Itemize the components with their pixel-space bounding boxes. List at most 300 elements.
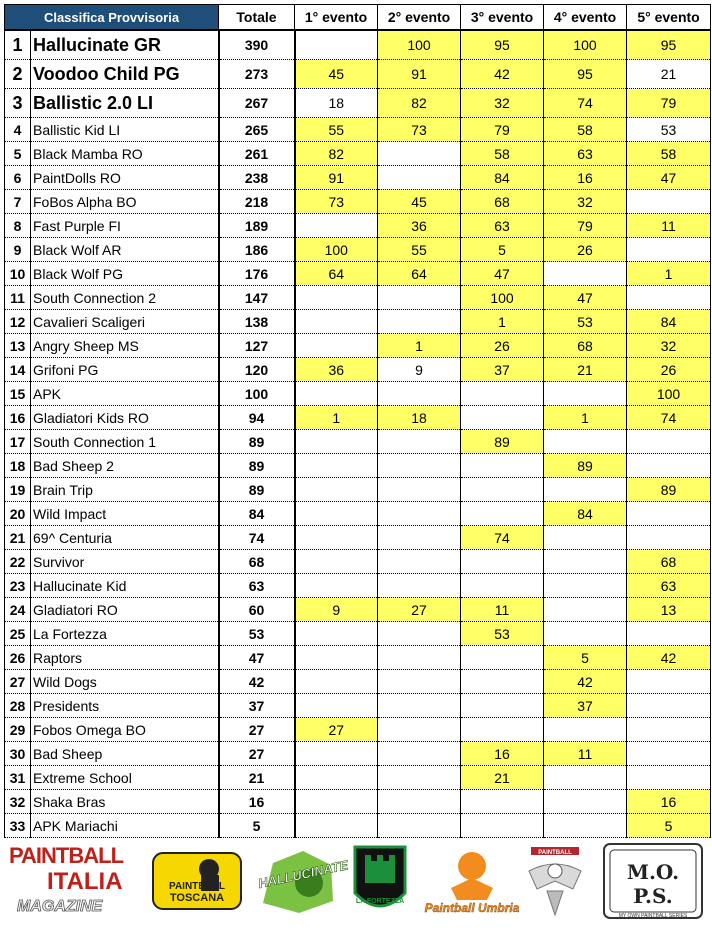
svg-text:PAINTBALL: PAINTBALL — [538, 850, 572, 856]
event-5-header: 5° evento — [627, 5, 711, 31]
event-3-score-cell — [461, 814, 544, 838]
table-row — [5, 190, 711, 214]
team-name-cell: FoBos Alpha BO — [31, 190, 219, 214]
event-4-score-cell — [544, 478, 627, 502]
rank-cell: 5 — [5, 142, 31, 166]
team-name-cell: Ballistic Kid LI — [31, 118, 219, 142]
total-cell: 265 — [219, 118, 295, 142]
event-1-score-cell — [295, 766, 378, 790]
event-3-score-cell: 74 — [461, 526, 544, 550]
svg-text:ITALIA: ITALIA — [47, 868, 123, 895]
total-cell: 47 — [219, 646, 295, 670]
table-row — [5, 646, 711, 670]
total-cell: 74 — [219, 526, 295, 550]
event-4-score-cell: 63 — [544, 142, 627, 166]
team-name-cell: Cavalieri Scaligeri — [31, 310, 219, 334]
event-4-score-cell — [544, 550, 627, 574]
rank-cell: 9 — [5, 238, 31, 262]
table-row — [5, 166, 711, 190]
event-4-score-cell — [544, 382, 627, 406]
event-1-score-cell — [295, 622, 378, 646]
total-cell: 138 — [219, 310, 295, 334]
event-5-score-cell: 26 — [627, 358, 711, 382]
rank-cell: 26 — [5, 646, 31, 670]
event-3-score-cell — [461, 718, 544, 742]
rank-cell: 30 — [5, 742, 31, 766]
table-row — [5, 214, 711, 238]
event-1-score-cell — [295, 790, 378, 814]
event-1-score-cell: 100 — [295, 238, 378, 262]
event-3-score-cell: 42 — [461, 60, 544, 89]
event-4-score-cell: 74 — [544, 89, 627, 118]
total-cell: 37 — [219, 694, 295, 718]
event-1-score-cell — [295, 814, 378, 838]
event-4-score-cell — [544, 526, 627, 550]
team-name-cell: Raptors — [31, 646, 219, 670]
team-name-cell: Extreme School — [31, 766, 219, 790]
rank-cell: 32 — [5, 790, 31, 814]
event-4-header: 4° evento — [544, 5, 627, 31]
event-3-score-cell: 26 — [461, 334, 544, 358]
rank-cell: 22 — [5, 550, 31, 574]
rank-cell: 28 — [5, 694, 31, 718]
total-cell: 238 — [219, 166, 295, 190]
event-1-score-cell: 64 — [295, 262, 378, 286]
event-3-score-cell — [461, 694, 544, 718]
team-name-cell: APK Mariachi — [31, 814, 219, 838]
rank-cell: 25 — [5, 622, 31, 646]
event-5-score-cell — [627, 622, 711, 646]
total-cell: 189 — [219, 214, 295, 238]
total-cell: 89 — [219, 430, 295, 454]
event-3-score-cell: 32 — [461, 89, 544, 118]
total-cell: 60 — [219, 598, 295, 622]
event-2-score-cell — [378, 286, 461, 310]
rank-cell: 24 — [5, 598, 31, 622]
svg-text:PAINTBALL: PAINTBALL — [9, 843, 124, 868]
rank-cell: 3 — [5, 89, 31, 118]
hallucinate-logo — [252, 840, 350, 922]
event-3-score-cell — [461, 646, 544, 670]
svg-text:M.O.: M.O. — [626, 860, 680, 884]
event-5-score-cell: 47 — [627, 166, 711, 190]
event-4-score-cell: 37 — [544, 694, 627, 718]
team-name-cell: Survivor — [31, 550, 219, 574]
table-row — [5, 622, 711, 646]
total-cell: 176 — [219, 262, 295, 286]
total-cell: 53 — [219, 622, 295, 646]
table-row — [5, 142, 711, 166]
event-4-score-cell: 5 — [544, 646, 627, 670]
event-2-header: 2° evento — [378, 5, 461, 31]
team-name-cell: Ballistic 2.0 LI — [31, 89, 219, 118]
total-cell: 261 — [219, 142, 295, 166]
event-3-score-cell: 47 — [461, 262, 544, 286]
event-3-score-cell — [461, 478, 544, 502]
event-5-score-cell: 16 — [627, 790, 711, 814]
team-name-cell: La Fortezza — [31, 622, 219, 646]
table-row — [5, 262, 711, 286]
event-5-score-cell — [627, 454, 711, 478]
table-row — [5, 430, 711, 454]
event-2-score-cell: 73 — [378, 118, 461, 142]
event-5-score-cell: 95 — [627, 30, 711, 60]
total-cell: 27 — [219, 718, 295, 742]
standings-body — [5, 30, 711, 838]
event-5-score-cell: 32 — [627, 334, 711, 358]
event-4-score-cell — [544, 262, 627, 286]
event-2-score-cell: 36 — [378, 214, 461, 238]
event-1-score-cell — [295, 526, 378, 550]
event-4-score-cell — [544, 766, 627, 790]
rank-cell: 2 — [5, 60, 31, 89]
event-3-score-cell — [461, 454, 544, 478]
event-1-score-cell — [295, 30, 378, 60]
event-2-score-cell — [378, 142, 461, 166]
event-5-score-cell: 89 — [627, 478, 711, 502]
event-5-score-cell — [627, 430, 711, 454]
event-2-score-cell — [378, 622, 461, 646]
team-name-cell: Bad Sheep — [31, 742, 219, 766]
table-row — [5, 334, 711, 358]
total-cell: 89 — [219, 478, 295, 502]
event-1-score-cell: 73 — [295, 190, 378, 214]
event-4-score-cell: 95 — [544, 60, 627, 89]
event-4-score-cell: 89 — [544, 454, 627, 478]
event-5-score-cell — [627, 502, 711, 526]
team-name-cell: Grifoni PG — [31, 358, 219, 382]
event-2-score-cell: 91 — [378, 60, 461, 89]
event-4-score-cell: 68 — [544, 334, 627, 358]
table-row — [5, 310, 711, 334]
event-5-score-cell: 84 — [627, 310, 711, 334]
event-1-score-cell: 36 — [295, 358, 378, 382]
event-1-score-cell — [295, 694, 378, 718]
event-1-score-cell — [295, 550, 378, 574]
event-3-score-cell — [461, 502, 544, 526]
rank-cell: 19 — [5, 478, 31, 502]
rank-cell: 29 — [5, 718, 31, 742]
event-4-score-cell: 26 — [544, 238, 627, 262]
event-5-score-cell — [627, 718, 711, 742]
rank-cell: 11 — [5, 286, 31, 310]
event-4-score-cell — [544, 790, 627, 814]
event-1-score-cell: 27 — [295, 718, 378, 742]
rank-cell: 18 — [5, 454, 31, 478]
event-2-score-cell — [378, 694, 461, 718]
total-cell: 390 — [219, 30, 295, 60]
event-2-score-cell — [378, 574, 461, 598]
event-1-score-cell: 1 — [295, 406, 378, 430]
event-3-score-cell: 95 — [461, 30, 544, 60]
sponsor-logos — [4, 838, 710, 924]
team-name-cell: PaintDolls RO — [31, 166, 219, 190]
total-cell: 68 — [219, 550, 295, 574]
event-1-score-cell — [295, 574, 378, 598]
team-name-cell: Shaka Bras — [31, 790, 219, 814]
event-3-score-cell — [461, 670, 544, 694]
event-4-score-cell: 84 — [544, 502, 627, 526]
event-3-score-cell: 1 — [461, 310, 544, 334]
event-3-score-cell: 37 — [461, 358, 544, 382]
event-4-score-cell — [544, 622, 627, 646]
total-header: Totale — [219, 5, 295, 31]
rank-cell: 4 — [5, 118, 31, 142]
event-3-score-cell: 89 — [461, 430, 544, 454]
table-row — [5, 742, 711, 766]
event-2-score-cell: 82 — [378, 89, 461, 118]
rank-cell: 12 — [5, 310, 31, 334]
event-4-score-cell: 1 — [544, 406, 627, 430]
team-name-cell: Gladiatori Kids RO — [31, 406, 219, 430]
event-4-score-cell: 53 — [544, 310, 627, 334]
team-name-cell: Voodoo Child PG — [31, 60, 219, 89]
event-3-score-cell: 11 — [461, 598, 544, 622]
svg-text:Paintball Umbria: Paintball Umbria — [424, 901, 520, 915]
rank-cell: 21 — [5, 526, 31, 550]
event-2-score-cell — [378, 478, 461, 502]
event-1-header: 1° evento — [295, 5, 378, 31]
mops-logo — [600, 840, 706, 922]
la-fortezza-logo — [348, 840, 412, 922]
event-1-score-cell — [295, 502, 378, 526]
table-row — [5, 502, 711, 526]
svg-text:P.S.: P.S. — [633, 884, 673, 908]
team-name-cell: Black Mamba RO — [31, 142, 219, 166]
total-cell: 16 — [219, 790, 295, 814]
table-row — [5, 574, 711, 598]
event-2-score-cell — [378, 718, 461, 742]
event-5-score-cell: 63 — [627, 574, 711, 598]
event-4-score-cell: 100 — [544, 30, 627, 60]
table-row — [5, 60, 711, 89]
event-1-score-cell — [295, 646, 378, 670]
event-4-score-cell — [544, 814, 627, 838]
event-3-score-cell: 68 — [461, 190, 544, 214]
svg-text:LA FORTEZZA: LA FORTEZZA — [355, 898, 405, 905]
event-1-score-cell: 45 — [295, 60, 378, 89]
table-row — [5, 382, 711, 406]
header-row — [5, 5, 711, 31]
total-cell: 147 — [219, 286, 295, 310]
event-5-score-cell: 79 — [627, 89, 711, 118]
rank-cell: 16 — [5, 406, 31, 430]
team-name-cell: South Connection 1 — [31, 430, 219, 454]
event-5-score-cell — [627, 670, 711, 694]
table-row — [5, 89, 711, 118]
rank-cell: 33 — [5, 814, 31, 838]
event-2-score-cell: 55 — [378, 238, 461, 262]
event-3-score-cell — [461, 406, 544, 430]
event-3-score-cell — [461, 790, 544, 814]
total-cell: 218 — [219, 190, 295, 214]
event-2-score-cell — [378, 382, 461, 406]
event-1-score-cell — [295, 334, 378, 358]
event-3-score-cell: 5 — [461, 238, 544, 262]
team-name-cell: Fast Purple FI — [31, 214, 219, 238]
event-5-score-cell — [627, 286, 711, 310]
rank-cell: 7 — [5, 190, 31, 214]
event-3-score-cell: 53 — [461, 622, 544, 646]
total-cell: 63 — [219, 574, 295, 598]
event-1-score-cell — [295, 430, 378, 454]
event-1-score-cell — [295, 286, 378, 310]
event-2-score-cell — [378, 430, 461, 454]
team-name-cell: Brain Trip — [31, 478, 219, 502]
event-4-score-cell — [544, 718, 627, 742]
rank-cell: 20 — [5, 502, 31, 526]
event-3-score-cell: 84 — [461, 166, 544, 190]
event-2-score-cell: 100 — [378, 30, 461, 60]
event-2-score-cell: 18 — [378, 406, 461, 430]
table-row — [5, 694, 711, 718]
event-1-score-cell: 18 — [295, 89, 378, 118]
table-row — [5, 286, 711, 310]
team-name-cell: Bad Sheep 2 — [31, 454, 219, 478]
event-1-score-cell: 9 — [295, 598, 378, 622]
total-cell: 89 — [219, 454, 295, 478]
event-2-score-cell — [378, 646, 461, 670]
event-2-score-cell: 27 — [378, 598, 461, 622]
event-2-score-cell — [378, 814, 461, 838]
team-name-cell: Hallucinate Kid — [31, 574, 219, 598]
event-1-score-cell: 91 — [295, 166, 378, 190]
paintball-italia-logo — [6, 840, 142, 922]
event-3-score-cell: 58 — [461, 142, 544, 166]
rank-cell: 6 — [5, 166, 31, 190]
table-title: Classifica Provvisoria — [5, 5, 219, 31]
rank-cell: 10 — [5, 262, 31, 286]
event-3-score-cell — [461, 382, 544, 406]
total-cell: 5 — [219, 814, 295, 838]
table-row — [5, 718, 711, 742]
table-row — [5, 766, 711, 790]
event-2-score-cell: 64 — [378, 262, 461, 286]
total-cell: 100 — [219, 382, 295, 406]
event-1-score-cell — [295, 478, 378, 502]
svg-text:MAGAZINE: MAGAZINE — [17, 898, 103, 915]
table-row — [5, 454, 711, 478]
event-1-score-cell: 55 — [295, 118, 378, 142]
table-row — [5, 118, 711, 142]
table-row — [5, 790, 711, 814]
rank-cell: 13 — [5, 334, 31, 358]
event-1-score-cell — [295, 670, 378, 694]
event-1-score-cell — [295, 382, 378, 406]
event-5-score-cell: 58 — [627, 142, 711, 166]
total-cell: 273 — [219, 60, 295, 89]
event-4-score-cell: 47 — [544, 286, 627, 310]
event-1-score-cell: 82 — [295, 142, 378, 166]
team-name-cell: APK — [31, 382, 219, 406]
event-4-score-cell: 58 — [544, 118, 627, 142]
team-name-cell: Wild Impact — [31, 502, 219, 526]
rank-cell: 17 — [5, 430, 31, 454]
event-3-header: 3° evento — [461, 5, 544, 31]
rank-cell: 8 — [5, 214, 31, 238]
svg-text:PAINTBALL: PAINTBALL — [169, 881, 225, 892]
event-2-score-cell — [378, 526, 461, 550]
team-name-cell: Angry Sheep MS — [31, 334, 219, 358]
event-5-score-cell — [627, 694, 711, 718]
event-4-score-cell — [544, 598, 627, 622]
total-cell: 21 — [219, 766, 295, 790]
total-cell: 186 — [219, 238, 295, 262]
rank-cell: 31 — [5, 766, 31, 790]
svg-text:HALLUCINATE: HALLUCINATE — [256, 857, 350, 892]
event-4-score-cell — [544, 430, 627, 454]
event-5-score-cell: 53 — [627, 118, 711, 142]
event-3-score-cell: 21 — [461, 766, 544, 790]
paintball-toscana-logo — [150, 840, 244, 922]
rank-cell: 15 — [5, 382, 31, 406]
event-2-score-cell — [378, 166, 461, 190]
event-2-score-cell — [378, 742, 461, 766]
event-2-score-cell: 45 — [378, 190, 461, 214]
total-cell: 267 — [219, 89, 295, 118]
event-4-score-cell: 32 — [544, 190, 627, 214]
team-name-cell: 69^ Centuria — [31, 526, 219, 550]
event-4-score-cell: 16 — [544, 166, 627, 190]
team-name-cell: Black Wolf AR — [31, 238, 219, 262]
event-4-score-cell: 42 — [544, 670, 627, 694]
event-5-score-cell: 21 — [627, 60, 711, 89]
team-name-cell: Black Wolf PG — [31, 262, 219, 286]
table-row — [5, 238, 711, 262]
event-2-score-cell: 9 — [378, 358, 461, 382]
table-row — [5, 30, 711, 60]
event-3-score-cell — [461, 574, 544, 598]
event-4-score-cell: 11 — [544, 742, 627, 766]
event-2-score-cell — [378, 766, 461, 790]
event-1-score-cell — [295, 742, 378, 766]
event-5-score-cell: 13 — [627, 598, 711, 622]
total-cell: 84 — [219, 502, 295, 526]
standings-table — [4, 4, 711, 838]
event-5-score-cell: 11 — [627, 214, 711, 238]
eagle-logo — [524, 840, 586, 922]
event-3-score-cell: 63 — [461, 214, 544, 238]
event-3-score-cell: 100 — [461, 286, 544, 310]
rank-cell: 1 — [5, 30, 31, 60]
rank-cell: 23 — [5, 574, 31, 598]
svg-text:MY OWN PAINTBALL SERIES: MY OWN PAINTBALL SERIES — [618, 913, 688, 919]
event-5-score-cell — [627, 238, 711, 262]
event-2-score-cell — [378, 670, 461, 694]
team-name-cell: Hallucinate GR — [31, 30, 219, 60]
standings-sheet — [4, 4, 710, 838]
rank-cell: 27 — [5, 670, 31, 694]
rank-cell: 14 — [5, 358, 31, 382]
event-3-score-cell: 79 — [461, 118, 544, 142]
total-cell: 27 — [219, 742, 295, 766]
event-5-score-cell: 1 — [627, 262, 711, 286]
paintball-umbria-logo — [426, 840, 518, 922]
event-4-score-cell — [544, 574, 627, 598]
event-5-score-cell — [627, 190, 711, 214]
table-row — [5, 670, 711, 694]
event-1-score-cell — [295, 454, 378, 478]
event-5-score-cell: 100 — [627, 382, 711, 406]
total-cell: 127 — [219, 334, 295, 358]
event-2-score-cell — [378, 790, 461, 814]
event-5-score-cell — [627, 766, 711, 790]
event-1-score-cell — [295, 310, 378, 334]
event-5-score-cell: 68 — [627, 550, 711, 574]
table-row — [5, 358, 711, 382]
svg-text:TOSCANA: TOSCANA — [169, 892, 225, 904]
event-5-score-cell: 5 — [627, 814, 711, 838]
